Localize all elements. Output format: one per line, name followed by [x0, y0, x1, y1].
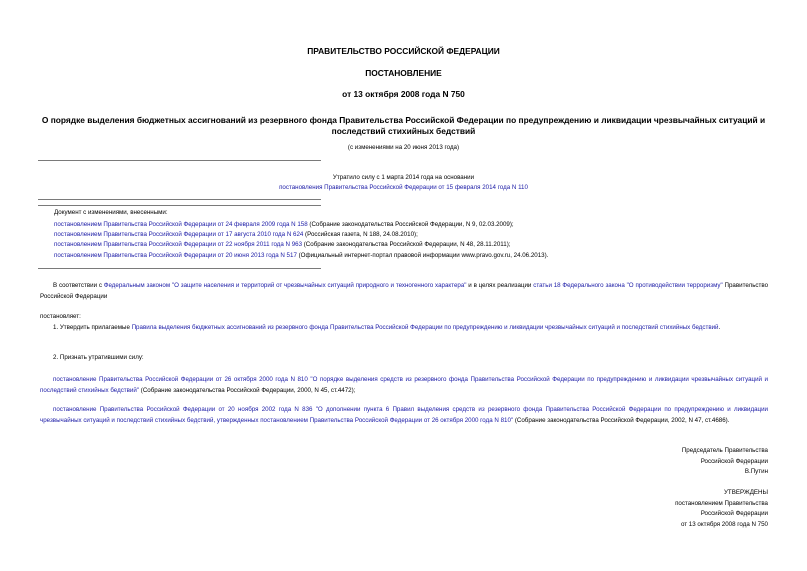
signature-country: Российской Федерации [700, 457, 768, 465]
rules-link[interactable]: Правила выделения бюджетных ассигнований из резервного фонда Правительства Российской Федерации по предупреждению и ликвидации чрезвычайных ситуаций и последствий стихийных бедствий [131, 324, 719, 331]
document-title: О порядке выделения бюджетных ассигнований из резервного фонда Правительства Российской Федерации по предупреждению и ликвидации чрезвычайных ситуаций и последствий стихийных бедствий [41, 115, 766, 136]
federal-law-link[interactable]: Федеральным законом "О защите населения и территорий от чрезвычайных ситуаций природного и техногенного характера" [103, 282, 467, 289]
decree-810-link[interactable]: постановление Правительства Российской Федерации от 26 октября 2000 года N 810 "О порядке выделения средств из резервного фонда Правительства Российской Федерации по предупреждению и ликвидации чрезвычайных ситуаций и последствий стихийных бедствий" [40, 376, 768, 394]
amendment-source: (Официальный интернет-портал правовой информации www.pravo.gov.ru, 24.06.2013). [296, 252, 549, 259]
approval-block [600, 488, 768, 530]
amendment-link[interactable]: постановлением Правительства Российской Федерации от 20 июня 2013 года N 517 [54, 252, 297, 259]
government-name: ПРАВИТЕЛЬСТВО РОССИЙСКОЙ ФЕДЕРАЦИИ [307, 46, 500, 56]
amendment-item [54, 241, 511, 248]
decree-source: (Собрание законодательства Российской Федерации, 2000, N 45, ст.4472); [139, 386, 356, 394]
lost-force-text: Утратило силу с 1 марта 2014 года на основании [332, 174, 475, 181]
amended-note: (с изменениями на 20 июня 2013 года) [347, 144, 460, 151]
divider [38, 268, 321, 269]
preamble-text: Правительство Российской Федерации [40, 282, 769, 300]
void-decree-1 [40, 375, 768, 396]
preamble-text: В соответствии с [53, 282, 104, 289]
approved-country: Российской Федерации [700, 510, 768, 517]
item-1-paragraph [40, 323, 768, 334]
amendment-source: (Собрание законодательства Российской Федерации, N 9, 02.03.2009); [307, 221, 514, 228]
document-type: ПОСТАНОВЛЕНИЕ [365, 68, 442, 78]
item-2-paragraph: 2. Признать утратившими силу: [53, 354, 144, 361]
divider [38, 205, 321, 206]
signature-name: В.Путин [744, 468, 768, 475]
lost-force-link[interactable]: постановления Правительства Российской Федерации от 15 февраля 2014 года N 110 [279, 184, 528, 191]
item-text: . [718, 324, 721, 331]
amendment-item [54, 221, 514, 228]
amendment-source: (Собрание законодательства Российской Федерации, N 48, 28.11.2011); [302, 241, 511, 248]
preamble-paragraph [40, 281, 768, 302]
signature-position: Председатель Правительства [681, 447, 768, 454]
decree-source: (Собрание законодательства Российской Федерации, 2002, N 47, ст.4686). [513, 416, 730, 424]
void-decree-2 [40, 405, 768, 426]
preamble-text: и в целях реализации [466, 282, 534, 289]
amendment-link[interactable]: постановлением Правительства Российской Федерации от 17 августа 2010 года N 624 [54, 231, 304, 238]
decree-836-link[interactable]: постановление Правительства Российской Федерации от 20 ноября 2002 года N 836 "О дополнении пункта 6 Правил выделения средств из резервного фонда Правительства Российской Федерации по предупреждению и ликвидации чрезвычайных ситуаций и последствий стихийных бедствий, утвержденных постановлением Правительства Российской Федерации от 26 октября 2000 года N 810" [40, 406, 768, 424]
approved-by: постановлением Правительства [675, 499, 768, 507]
document-date-number: от 13 октября 2008 года N 750 [342, 89, 465, 99]
divider [38, 160, 321, 161]
amendment-source: (Российская газета, N 188, 24.08.2010); [303, 231, 418, 238]
divider [38, 199, 321, 200]
signature-block [600, 446, 768, 478]
item-text: 1. Утвердить прилагаемые [53, 324, 132, 331]
amendments-heading: Документ с изменениями, внесенными: [54, 209, 168, 216]
approved-date: от 13 октября 2008 года N 750 [680, 520, 768, 528]
decrees-label: постановляет: [40, 313, 81, 320]
approved-label: УТВЕРЖДЕНЫ [724, 489, 768, 496]
amendment-link[interactable]: постановлением Правительства Российской Федерации от 22 ноября 2011 года N 963 [54, 241, 303, 248]
amendment-item [54, 231, 418, 238]
amendment-link[interactable]: постановлением Правительства Российской Федерации от 24 февраля 2009 года N 158 [54, 221, 308, 228]
article-18-link[interactable]: статьи 18 Федерального закона "О противодействии терроризму" [533, 282, 723, 289]
amendment-item [54, 252, 548, 259]
